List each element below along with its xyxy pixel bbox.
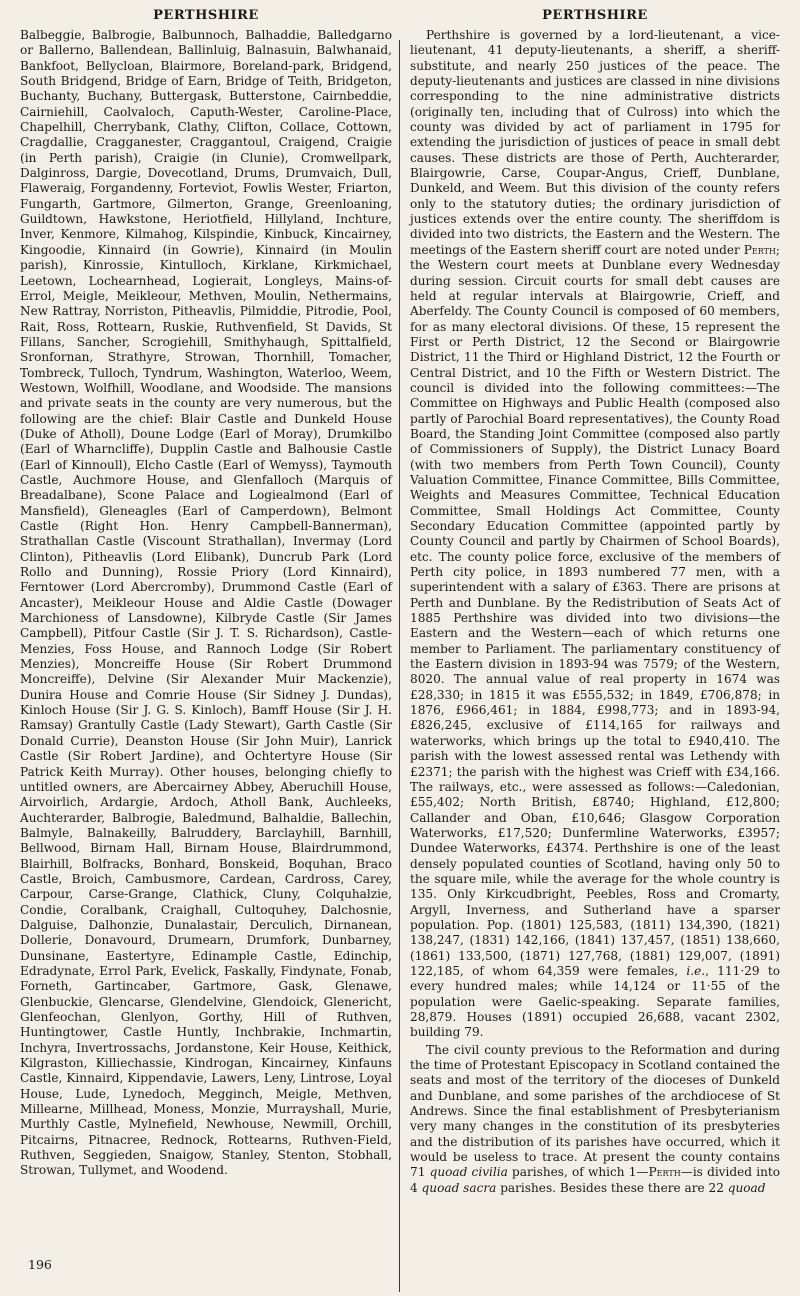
left-column-text: [20, 28, 392, 1179]
paragraph-ecclesiastical: The civil county previous to the Reformation and during the time of Protestant Episcopacy in Scotland contained the seats and most of the territory of the dioceses of Dunkeld and Dunblane, and some parishes of the archdiocese of St Andrews. Since the final establishment of Presbyterianism very many changes in the constitution of its presbyteries and the distribution of its parishes have occurred, which it would be useless to trace. At present the county contains 71 quoad civilia parishes, of which 1—Perth—is divided into 4 quoad sacra parishes. Besides these there are 22 quoad: [410, 1042, 781, 1195]
running-head-right: PERTHSHIRE: [542, 8, 648, 23]
paragraph: Balbeggie, Balbrogie, Balbunnoch, Balhaddie, Balledgarno or Ballerno, Ballendean, Ballinluig, Balnasuin, Balwhanaid, Bankfoot, Bellycloan, Blairmore, Boreland-park, Bridgend, South Bridgend, Bridge of Earn, Bridge of Teith, Bridgeton, Buchanty, Buchany, Buttergask, Butterstone, Cairnbeddie, Cairniehill, Caolvaloch, Caputh-Wester, Caroline-Place, Chapelhill, Cherrybank, Clathy, Clifton, Collace, Cottown, Cragdallie, Cragganester, Craggantoul, Craigend, Craigie (in Perth parish), Craigie (in Clunie), Cromwellpark, Dalginross, Dargie, Dovecotland, Drums, Drumvaich, Dull, Flaweraig, Forgandenny, Forteviot, Fowlis Wester, Friarton, Fungarth, Gartmore, Gilmerton, Grange, Greenloaning, Guildtown, Hawkstone, Heriotfield, Hillyland, Inchture, Inver, Kenmore, Kilmahog, Kilspindie, Kinbuck, Kincairney, Kingoodie, Kinnaird (in Gowrie), Kinnaird (in Moulin parish), Kinrossie, Kintulloch, Kirklane, Kirkmichael, Leetown, Lochearnhead, Logierait, Longleys, Mains-of-Errol, Meigle, Meikleour, Methven, Moulin, Nethermains, New Rattray, Norriston, Pitheavlis, Pilmiddie, Pitrodie, Pool, Rait, Ross, Rottearn, Ruskie, Ruthvenfield, St Davids, St Fillans, Sancher, Scrogiehill, Smithyhaugh, Spittalfield, Sronfornan, Strathyre, Strowan, Thornhill, Tomacher, Tombreck, Tulloch, Tyndrum, Washington, Waterloo, Weem, Westown, Wolfhill, Woodlane, and Woodside. The mansions and private seats in the county are very numerous, but the following are the chief: Blair Castle and Dunkeld House (Duke of Atholl), Doune Lodge (Earl of Moray), Drumkilbo (Earl of Wharncliffe), Dupplin Castle and Balhousie Castle (Earl of Kinnoull), Elcho Castle (Earl of Wemyss), Taymouth Castle, Auchmore House, and Glenfalloch (Marquis of Breadalbane), Scone Palace and Logiealmond (Earl of Mansfield), Gleneagles (Earl of Camperdown), Belmont Castle (Right Hon. Henry Campbell-Bannerman), Strathallan Castle (Viscount Strathallan), Invermay (Lord Clinton), Pitheavlis (Lord Elibank), Duncrub Park (Lord Rollo and Dunning), Rossie Priory (Lord Kinnaird), Ferntower (Lord Abercromby), Drummond Castle (Earl of Ancaster), Meikleour House and Aldie Castle (Dowager Marchioness of Lansdowne), Kilbryde Castle (Sir James Campbell), Pitfour Castle (Sir J. T. S. Richardson), Castle-Menzies, Foss House, and Rannoch Lodge (Sir Robert Menzies), Moncreiffe House (Sir Robert Drummond Moncreiffe), Delvine (Sir Alexander Muir Mackenzie), Dunira House and Comrie House (Sir Sidney J. Dundas), Kinloch House (Sir J. G. S. Kinloch), Bamff House (Sir J. H. Ramsay) Grantully Castle (Lady Stewart), Garth Castle (Sir Donald Currie), Deanston House (Sir John Muir), Lanrick Castle (Sir Robert Jardine), and Ochtertyre House (Sir Patrick Keith Murray). Other houses, belonging chiefly to untitled owners, are Abercairney Abbey, Aberuchill House, Airvoirlich, Ardargie, Ardoch, Atholl Bank, Auchleeks, Auchterarder, Balbrogie, Baledmund, Balhaldie, Ballechin, Balmyle, Balnakeilly, Balruddery, Barclayhill, Barnhill, Bellwood, Birnam Hall, Birnam House, Blairdrummond, Blairhill, Bolfracks, Bonhard, Bonskeid, Boquhan, Braco Castle, Broich, Cambusmore, Cardean, Cardross, Carey, Carpour, Carse-Grange, Clathick, Cluny, Colquhalzie, Condie, Coralbank, Craighall, Cultoquhey, Dalchosnie, Dalguise, Dalhonzie, Dunalastair, Derculich, Dirnanean, Dollerie, Donavourd, Drumearn, Drumfork, Dunbarney, Dunsinane, Eastertyre, Edinample Castle, Edinchip, Edradynate, Errol Park, Evelick, Faskally, Findynate, Fonab, Forneth, Gartincaber, Gartmore, Gask, Glenawe, Glenbuckie, Glencarse, Glendelvine, Glendoick, Glenericht, Glenfeochan, Glenlyon, Gorthy, Hill of Ruthven, Huntingtower, Castle Huntly, Inchbrakie, Inchmartin, Inchyra, Invertrossachs, Jordanstone, Keir House, Keithick, Kilgraston, Killiechassie, Kindrogan, Kincairney, Kinfauns Castle, Kinnaird, Kippendavie, Lawers, Leny, Lintrose, Loyal House, Lude, Lynedoch, Megginch, Meigle, Methven, Millearne, Millhead, Moness, Monzie, Murrayshall, Murie, Murthly Castle, Mylnefield, Newhouse, Newmill, Orchill, Pitcairns, Pitnacree, Rednock, Rottearns, Ruthven-Field, Ruthven, Seggieden, Snaigow, Stanley, Stenton, Stobhall, Strowan, Tullymet, and Woodend.: [20, 28, 392, 1178]
column-divider: [399, 40, 400, 1292]
right-column: [410, 8, 780, 1196]
running-head-left: PERTHSHIRE: [153, 8, 259, 23]
cross-reference: Perth: [648, 1165, 681, 1180]
page-number: 196: [28, 1257, 52, 1272]
cross-reference: Perth: [743, 242, 776, 257]
paragraph-governance: Perthshire is governed by a lord-lieutenant, a vice-lieutenant, 41 deputy-lieutenants, a sheriff, a sheriff-substitute, and nearly 250 justices of the peace. The deputy-lieutenants and justices are classed in nine divisions corresponding to the nine administrative districts (originally ten, including that of Culross) into which the county was divided by act of parliament in 1795 for extending the jurisdiction of justices of peace in small debt causes. These districts are those of Perth, Auchterarder, Blairgowrie, Carse, Coupar-Angus, Crieff, Dunblane, Dunkeld, and Weem. But this division of the county refers only to the statutory duties; the ordinary jurisdiction of justices extends over the entire county. The sheriffdom is divided into two districts, the Eastern and the Western. The meetings of the Eastern sheriff court are noted under Perth; the Western court meets at Dunblane every Wednesday during session. Circuit courts for small debt causes are held at regular intervals at Blairgowrie, Crieff, and Aberfeldy. The County Council is composed of 60 members, for as many electoral divisions. Of these, 15 represent the First or Perth District, 12 the Second or Blairgowrie District, 11 the Third or Highland District, 12 the Fourth or Central District, and 10 the Fifth or Western District. The council is divided into the following committees:—The Committee on Highways and Public Health (composed also partly of Parochial Board representatives), the County Road Board, the Standing Joint Committee (composed also partly of Commissioners of Supply), the District Lunacy Board (with two members from Perth Town Council), County Valuation Committee, Finance Committee, Bills Committee, Weights and Measures Committee, Technical Education Committee, Small Holdings Act Committee, County Secondary Education Committee (appointed partly by County Council and partly by Chairmen of School Boards), etc. The county police force, exclusive of the members of Perth city police, in 1893 numbered 77 men, with a superintendent with a salary of £363. There are prisons at Perth and Dunblane. By the Redistribution of Seats Act of 1885 Perthshire was divided into two divisions—the Eastern and the Western—each of which returns one member to Parliament. The parliamentary constituency of the Eastern division in 1893-94 was 7579; of the Western, 8020. The annual value of real property in 1674 was £28,330; in 1815 it was £555,532; in 1849, £706,878; in 1876, £966,461; in 1884, £998,773; and in 1893-94, £826,245, exclusive of £114,165 for railways and waterworks, which brings up the total to £940,410. The parish with the lowest assessed rental was Lethendy with £2371; the parish with the highest was Crieff with £34,166. The railways, etc., were assessed as follows:—Caledonian, £55,402; North British, £8740; Highland, £12,800; Callander and Oban, £10,646; Glasgow Corporation Waterworks, £17,520; Dunfermline Waterworks, £3957; Dundee Waterworks, £4374. Perthshire is one of the least densely populated counties of Scotland, having only 50 to the square mile, while the average for the whole country is 135. Only Kirkcudbright, Peebles, Ross and Cromarty, Argyll, Inverness, and Sutherland have a sparser population. Pop. (1801) 125,583, (1811) 134,390, (1821) 138,247, (1831) 142,166, (1841) 137,457, (1851) 138,660, (1861) 133,500, (1871) 127,768, (1881) 129,007, (1891) 122,185, of whom 64,359 were females, i.e., 111·29 to every hundred males; while 14,124 or 11·55 of the population were Gaelic-speaking. Separate families, 28,879. Houses (1891) occupied 26,688, vacant 2302, building 79.: [410, 28, 780, 1040]
right-column-text: [410, 28, 780, 1196]
left-column: [20, 8, 392, 1179]
